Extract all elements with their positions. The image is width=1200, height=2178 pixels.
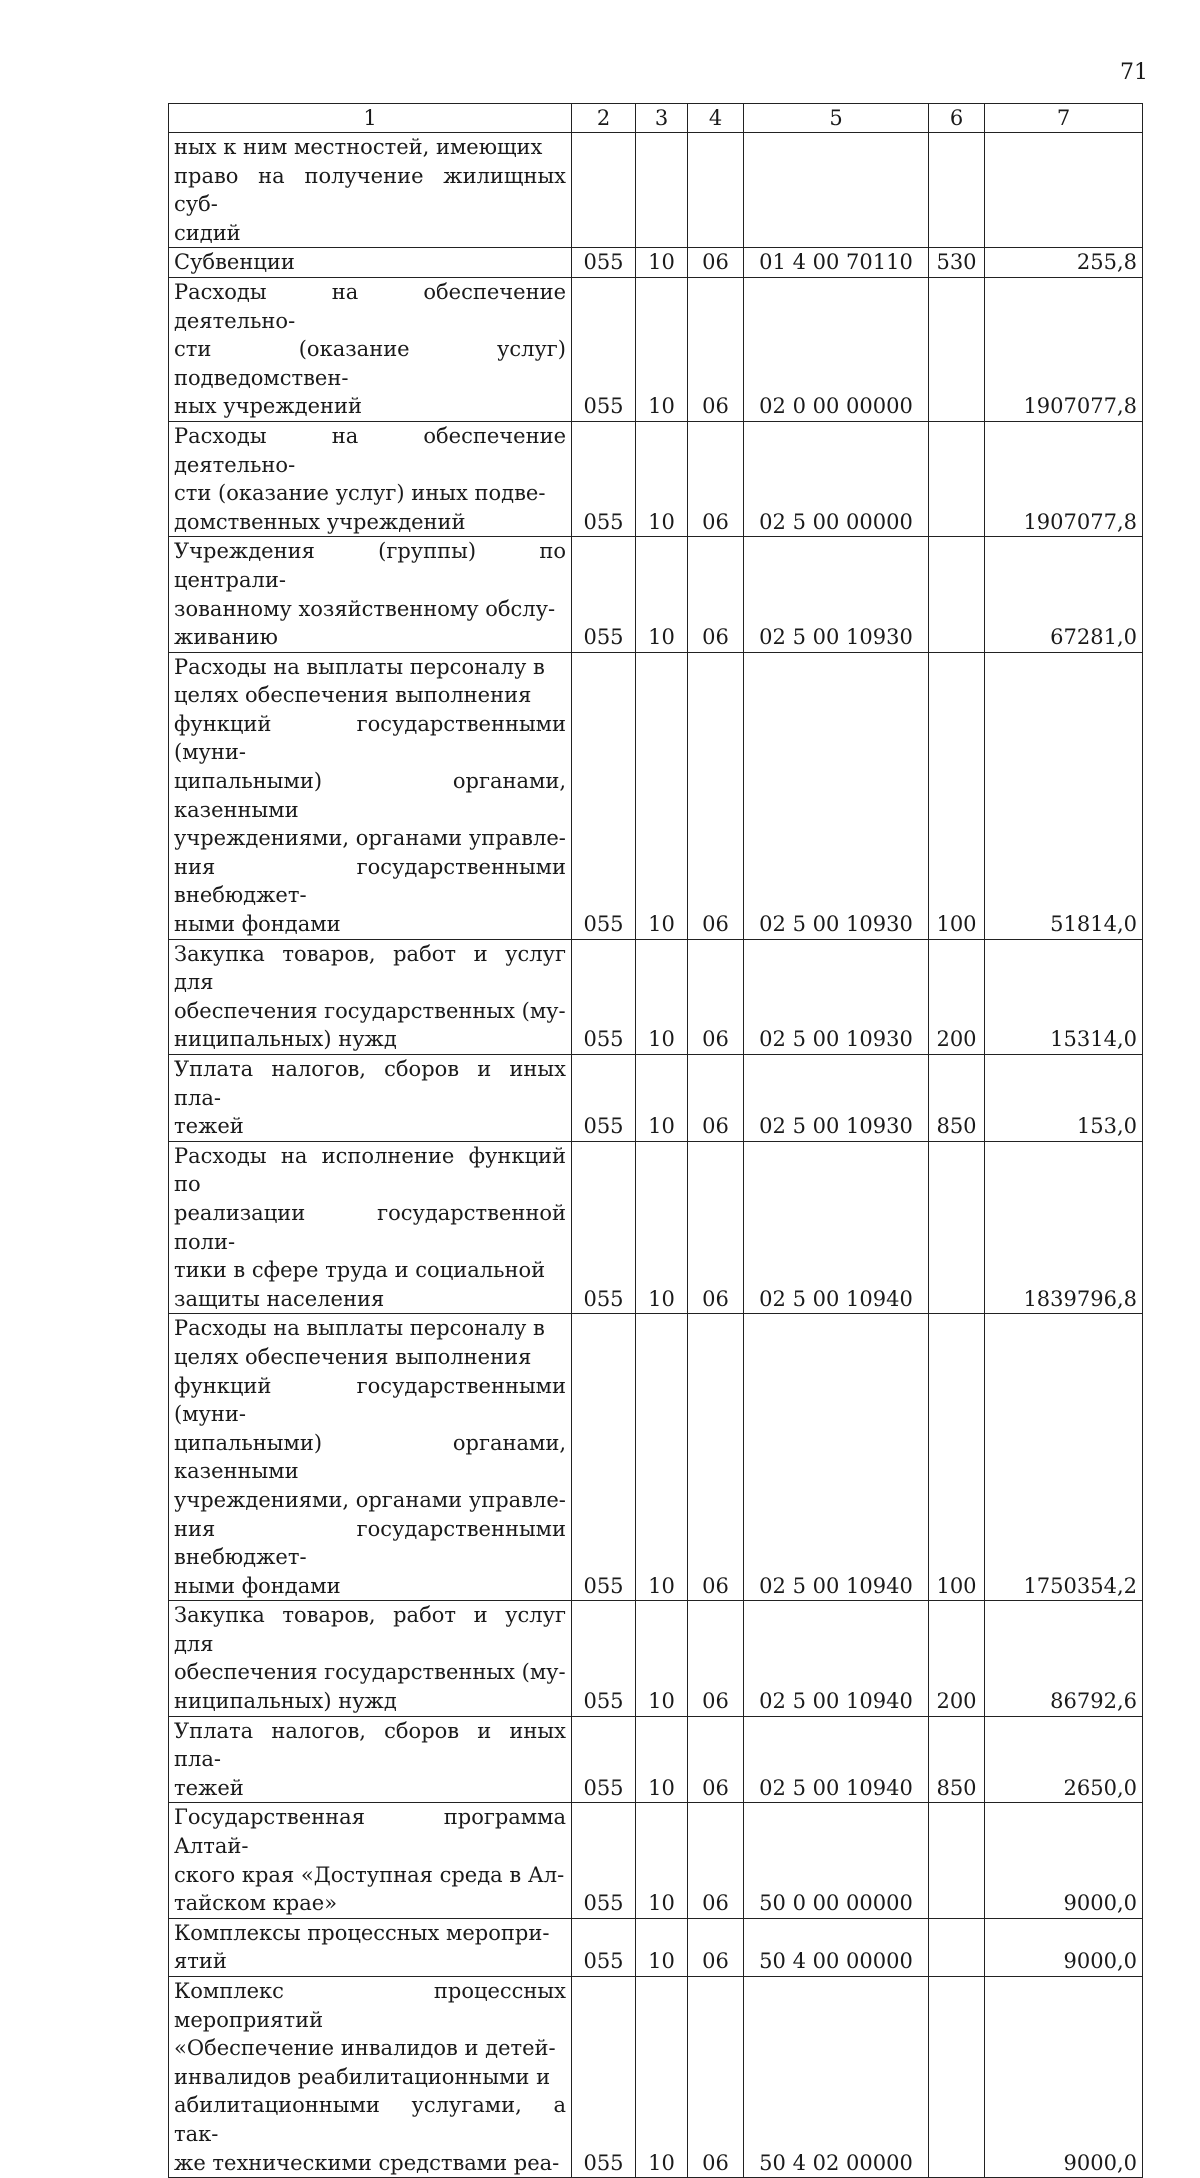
subsection-cell: 06	[688, 277, 744, 421]
description-line: Комплексы процессных меропри-	[174, 1920, 550, 1945]
description-line: ния государственными внебюджет-	[174, 854, 566, 908]
description-line: ными фондами	[174, 912, 341, 937]
description-line: Учреждения (группы) по централи-	[174, 539, 566, 592]
table-row	[169, 248, 1143, 278]
ministry-code-cell: 055	[572, 1716, 636, 1803]
description-line: обеспечения государственных (му-	[174, 998, 566, 1023]
row-description	[169, 248, 572, 278]
table-row	[169, 277, 1143, 421]
section-cell: 10	[636, 1314, 688, 1601]
row-description	[169, 1314, 572, 1601]
expense-type-cell: 850	[929, 1055, 985, 1142]
table-row	[169, 133, 1143, 248]
expense-type-cell: 850	[929, 1716, 985, 1803]
description-line: Расходы на выплаты персоналу в	[174, 654, 545, 679]
description-line: реализации государственной поли-	[174, 1200, 566, 1254]
expense-type-cell: 200	[929, 939, 985, 1054]
table-row	[169, 939, 1143, 1054]
ministry-code-cell: 055	[572, 1314, 636, 1601]
section-cell: 10	[636, 277, 688, 421]
ministry-code-cell: 055	[572, 277, 636, 421]
target-article-cell: 02 0 00 00000	[744, 277, 929, 421]
expense-type-cell	[929, 421, 985, 536]
description-line: Государственная программа Алтай-	[174, 1805, 566, 1859]
expense-type-cell	[929, 1141, 985, 1314]
amount-cell: 255,8	[985, 248, 1143, 278]
target-article-cell: 02 5 00 10930	[744, 537, 929, 652]
amount-cell: 9000,0	[985, 1918, 1143, 1976]
row-description	[169, 1977, 572, 2178]
amount-cell: 51814,0	[985, 652, 1143, 939]
table-row	[169, 652, 1143, 939]
subsection-cell: 06	[688, 1716, 744, 1803]
section-cell: 10	[636, 248, 688, 278]
description-line: Расходы на обеспечение деятельно-	[174, 279, 566, 333]
section-cell	[636, 133, 688, 248]
row-description	[169, 652, 572, 939]
ministry-code-cell: 055	[572, 652, 636, 939]
budget-table	[168, 103, 1143, 2178]
description-line: Уплата налогов, сборов и иных пла-	[174, 1718, 566, 1772]
description-line: зованному хозяйственному обслу-	[174, 596, 556, 621]
target-article-cell: 02 5 00 10940	[744, 1601, 929, 1716]
amount-cell: 15314,0	[985, 939, 1143, 1054]
row-description	[169, 421, 572, 536]
expense-type-cell: 100	[929, 1314, 985, 1601]
target-article-cell: 01 4 00 70110	[744, 248, 929, 278]
amount-cell: 2650,0	[985, 1716, 1143, 1803]
target-article-cell: 02 5 00 10940	[744, 1141, 929, 1314]
expense-type-cell	[929, 1803, 985, 1918]
target-article-cell: 02 5 00 10930	[744, 1055, 929, 1142]
description-line: ных учреждений	[174, 394, 363, 419]
section-cell: 10	[636, 421, 688, 536]
target-article-cell: 02 5 00 10930	[744, 652, 929, 939]
description-line: сти (оказание услуг) подведомствен-	[174, 337, 566, 390]
description-line: Расходы на обеспечение деятельно-	[174, 423, 566, 477]
row-description	[169, 939, 572, 1054]
description-line: «Обеспечение инвалидов и детей-	[174, 2036, 556, 2061]
section-cell: 10	[636, 1601, 688, 1716]
table-row	[169, 1141, 1143, 1314]
ministry-code-cell: 055	[572, 421, 636, 536]
description-line: учреждениями, органами управле-	[174, 1487, 566, 1512]
column-header: 6	[929, 104, 985, 133]
description-line: целях обеспечения выполнения	[174, 683, 532, 708]
row-description	[169, 1055, 572, 1142]
description-line: тежей	[174, 1775, 244, 1800]
column-header: 1	[169, 104, 572, 133]
description-line: Закупка товаров, работ и услуг для	[174, 1603, 566, 1656]
row-description	[169, 1141, 572, 1314]
description-line: ными фондами	[174, 1573, 341, 1598]
ministry-code-cell: 055	[572, 939, 636, 1054]
section-cell: 10	[636, 652, 688, 939]
subsection-cell: 06	[688, 248, 744, 278]
column-header: 4	[688, 104, 744, 133]
target-article-cell: 02 5 00 00000	[744, 421, 929, 536]
description-line: ципальными) органами, казенными	[174, 1430, 566, 1484]
description-line: Расходы на выплаты персоналу в	[174, 1316, 545, 1341]
section-cell: 10	[636, 1141, 688, 1314]
section-cell: 10	[636, 1918, 688, 1976]
row-description	[169, 133, 572, 248]
subsection-cell	[688, 133, 744, 248]
expense-type-cell: 100	[929, 652, 985, 939]
description-line: функций государственными (муни-	[174, 1373, 566, 1427]
table-row	[169, 1716, 1143, 1803]
subsection-cell: 06	[688, 652, 744, 939]
description-line: Уплата налогов, сборов и иных пла-	[174, 1057, 566, 1110]
expense-type-cell	[929, 537, 985, 652]
target-article-cell: 02 5 00 10930	[744, 939, 929, 1054]
expense-type-cell	[929, 1918, 985, 1976]
section-cell: 10	[636, 1977, 688, 2178]
row-description	[169, 1918, 572, 1976]
description-line: сидий	[174, 220, 241, 245]
row-description	[169, 277, 572, 421]
description-line: ского края «Доступная среда в Ал-	[174, 1862, 565, 1887]
description-line: целях обеспечения выполнения	[174, 1344, 532, 1369]
section-cell: 10	[636, 537, 688, 652]
expense-type-cell	[929, 1977, 985, 2178]
row-description	[169, 1601, 572, 1716]
table-row	[169, 1803, 1143, 1918]
target-article-cell: 02 5 00 10940	[744, 1716, 929, 1803]
amount-cell: 153,0	[985, 1055, 1143, 1142]
column-header: 5	[744, 104, 929, 133]
target-article-cell: 02 5 00 10940	[744, 1314, 929, 1601]
description-line: ния государственными внебюджет-	[174, 1516, 566, 1570]
description-line: домственных учреждений	[174, 509, 466, 534]
ministry-code-cell: 055	[572, 1918, 636, 1976]
row-description	[169, 537, 572, 652]
amount-cell: 1750354,2	[985, 1314, 1143, 1601]
page-number: 71	[1120, 60, 1148, 85]
description-line: Закупка товаров, работ и услуг для	[174, 941, 566, 995]
table-row	[169, 1918, 1143, 1976]
description-line: ципальными) органами, казенными	[174, 769, 566, 822]
description-line: Комплекс процессных мероприятий	[174, 1979, 566, 2032]
subsection-cell: 06	[688, 1141, 744, 1314]
amount-cell: 67281,0	[985, 537, 1143, 652]
description-line: обеспечения государственных (му-	[174, 1660, 566, 1685]
amount-cell: 9000,0	[985, 1803, 1143, 1918]
header-row	[169, 104, 1143, 133]
expense-type-cell	[929, 277, 985, 421]
amount-cell	[985, 133, 1143, 248]
expense-type-cell: 530	[929, 248, 985, 278]
subsection-cell: 06	[688, 939, 744, 1054]
table-row	[169, 537, 1143, 652]
table-row	[169, 1314, 1143, 1601]
section-cell: 10	[636, 939, 688, 1054]
ministry-code-cell	[572, 133, 636, 248]
description-line: тайском крае»	[174, 1891, 338, 1916]
amount-cell: 1907077,8	[985, 421, 1143, 536]
ministry-code-cell: 055	[572, 537, 636, 652]
description-line: тежей	[174, 1114, 244, 1139]
description-line: Субвенции	[174, 250, 295, 275]
target-article-cell: 50 0 00 00000	[744, 1803, 929, 1918]
section-cell: 10	[636, 1803, 688, 1918]
description-line: защиты населения	[174, 1286, 385, 1311]
target-article-cell: 50 4 02 00000	[744, 1977, 929, 2178]
description-line: сти (оказание услуг) иных подве-	[174, 481, 546, 506]
table-body	[169, 133, 1143, 2178]
subsection-cell: 06	[688, 1918, 744, 1976]
description-line: ниципальных) нужд	[174, 1689, 397, 1714]
amount-cell: 9000,0	[985, 1977, 1143, 2178]
column-header: 3	[636, 104, 688, 133]
subsection-cell: 06	[688, 537, 744, 652]
description-line: функций государственными (муни-	[174, 711, 566, 765]
section-cell: 10	[636, 1055, 688, 1142]
ministry-code-cell: 055	[572, 1141, 636, 1314]
amount-cell: 86792,6	[985, 1601, 1143, 1716]
table-row	[169, 1601, 1143, 1716]
ministry-code-cell: 055	[572, 1055, 636, 1142]
description-line: ниципальных) нужд	[174, 1027, 397, 1052]
row-description	[169, 1803, 572, 1918]
ministry-code-cell: 055	[572, 1803, 636, 1918]
table-row	[169, 1055, 1143, 1142]
amount-cell: 1839796,8	[985, 1141, 1143, 1314]
row-description	[169, 1716, 572, 1803]
description-line: инвалидов реабилитационными и	[174, 2064, 551, 2089]
ministry-code-cell: 055	[572, 1977, 636, 2178]
target-article-cell: 50 4 00 00000	[744, 1918, 929, 1976]
amount-cell: 1907077,8	[985, 277, 1143, 421]
subsection-cell: 06	[688, 1977, 744, 2178]
subsection-cell: 06	[688, 1803, 744, 1918]
description-line: живанию	[174, 625, 278, 650]
expense-type-cell: 200	[929, 1601, 985, 1716]
description-line: право на получение жилищных суб-	[174, 163, 566, 217]
subsection-cell: 06	[688, 1055, 744, 1142]
expense-type-cell	[929, 133, 985, 248]
description-line: ятий	[174, 1949, 227, 1974]
description-line: Расходы на исполнение функций по	[174, 1143, 566, 1197]
description-line: учреждениями, органами управле-	[174, 826, 566, 851]
column-header: 2	[572, 104, 636, 133]
subsection-cell: 06	[688, 421, 744, 536]
description-line: ных к ним местностей, имеющих	[174, 135, 543, 159]
ministry-code-cell: 055	[572, 248, 636, 278]
section-cell: 10	[636, 1716, 688, 1803]
description-line: тики в сфере труда и социальной	[174, 1258, 546, 1283]
table-row	[169, 1977, 1143, 2178]
subsection-cell: 06	[688, 1601, 744, 1716]
table-row	[169, 421, 1143, 536]
column-header: 7	[985, 104, 1143, 133]
description-line: абилитационными услугами, а так-	[174, 2093, 566, 2146]
ministry-code-cell: 055	[572, 1601, 636, 1716]
description-line: же техническими средствами реа-	[174, 2150, 560, 2175]
subsection-cell: 06	[688, 1314, 744, 1601]
target-article-cell	[744, 133, 929, 248]
